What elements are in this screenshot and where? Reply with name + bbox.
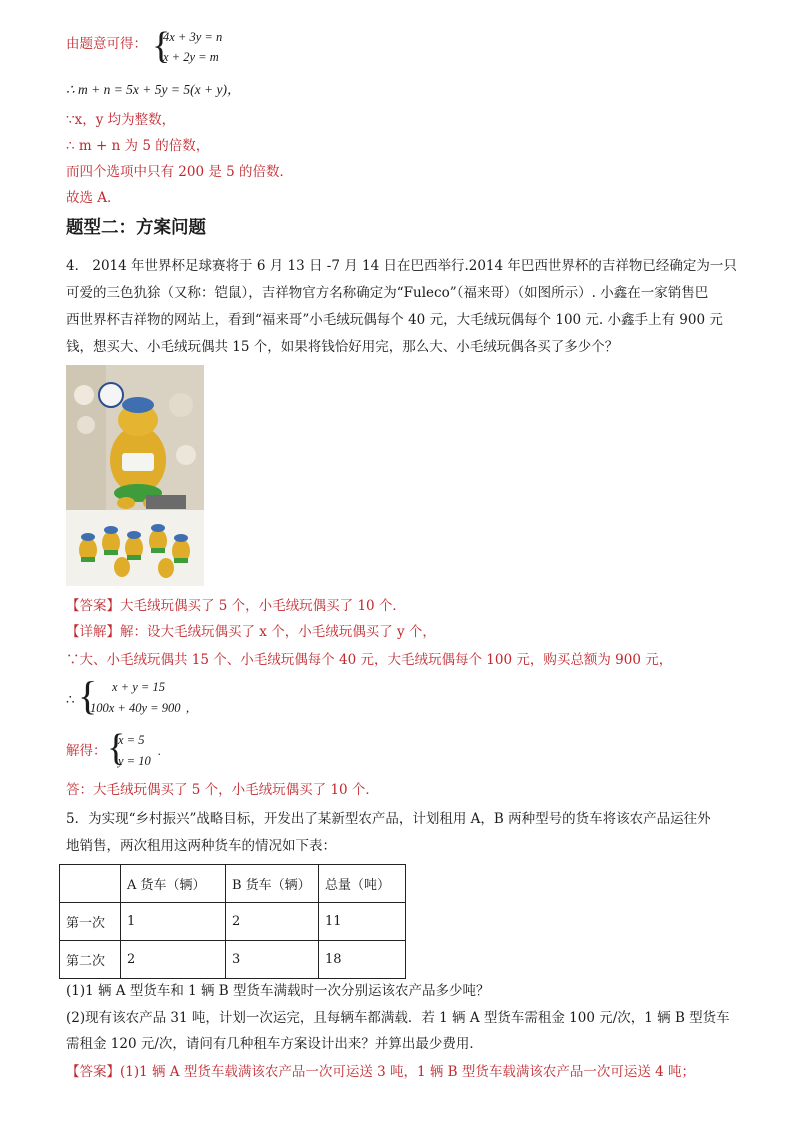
table-row [60, 903, 406, 941]
table-cell: 第二次 [60, 941, 121, 979]
equation-1: 4x + 3y = n [163, 30, 223, 44]
table-cell: 2 [226, 903, 319, 941]
q4-line-4: 钱，想买大、小毛绒玩偶共 15 个，如果将钱恰好用完，那么大、小毛绒玩偶各买了多少个？ [66, 339, 619, 355]
table-header-row [60, 865, 406, 903]
table-header-cell: A 货车（辆） [121, 865, 226, 903]
equation-2: x + 2y = m [163, 50, 219, 64]
table-header-cell [60, 865, 121, 903]
system-brace-3: { [107, 727, 126, 769]
q4-system-comma: , [186, 701, 190, 715]
q5-part-1: (1)1 辆 A 型货车和 1 辆 B 型货车满载时一次分别运该农产品多少吨？ [66, 983, 490, 999]
table-cell: 1 [121, 903, 226, 941]
table-cell: 3 [226, 941, 319, 979]
q4-solution-y: y = 10 [118, 754, 151, 768]
rental-table [59, 864, 406, 979]
table-header-cell: B 货车（辆） [226, 865, 319, 903]
only-200-line: 而四个选项中只有 200 是 5 的倍数． [66, 164, 294, 180]
q4-solution-period: . [158, 744, 162, 758]
table-row [60, 941, 406, 979]
table-cell: 2 [121, 941, 226, 979]
q4-final-answer: 答：大毛绒玩偶买了 5 个，小毛绒玩偶买了 10 个． [66, 782, 379, 798]
system-brace: { [152, 25, 171, 67]
q4-detail: 【详解】解：设大毛绒玩偶买了 x 个，小毛绒玩偶买了 y 个， [66, 624, 436, 640]
choice-line: 故选 A． [66, 190, 121, 206]
q4-line-2: 可爱的三色犰狳（又称：铠鼠），吉祥物官方名称确定为“Fuleco”（福来哥）（如图所示）. 小鑫在一家销售巴 [66, 285, 709, 301]
mascot-photo [66, 365, 204, 586]
q4-answer: 【答案】大毛绒玩偶买了 5 个，小毛绒玩偶买了 10 个． [66, 598, 406, 614]
q5-answer: 【答案】(1)1 辆 A 型货车载满该农产品一次可运送 3 吨，1 辆 B 型货车载满该农产品一次可运送 4 吨； [66, 1064, 696, 1080]
q4-solution-x: x = 5 [118, 733, 145, 747]
therefore-symbol: ∴ [66, 692, 75, 708]
table-cell: 11 [319, 903, 406, 941]
q5-part-2b: 需租金 120 元/次，请问有几种租车方案设计出来？并算出最少费用． [66, 1036, 483, 1052]
q4-line-3: 西世界杯吉祥物的网站上，看到“福来哥”小毛绒玩偶每个 40 元，大毛绒玩偶每个 100 元. 小鑫手上有 900 元 [66, 312, 723, 328]
therefore-line-1: ∴ m + n = 5x + 5y = 5(x + y)， [66, 82, 241, 97]
section-heading: 题型二：方案问题 [66, 218, 206, 238]
table-cell: 第一次 [60, 903, 121, 941]
q4-system-eq-2: 100x + 40y = 900 [90, 701, 181, 715]
q4-because: ∵大、小毛绒玩偶共 15 个、小毛绒玩偶每个 40 元，大毛绒玩偶每个 100 元，购买总额为 900 元， [66, 652, 673, 668]
because-line: ∵x，y 均为整数， [66, 112, 176, 128]
q4-solution-label: 解得： [66, 743, 107, 759]
q4-line-1: 4． 2014 年世界杯足球赛将于 6 月 13 日 -7 月 14 日在巴西举行.2014 年巴西世界杯的吉祥物已经确定为一只 [66, 258, 737, 274]
therefore-line-2: ∴ m + n 为 5 的倍数， [66, 138, 210, 154]
q5-line-1: 5．为实现“乡村振兴”战略目标，开发出了某新型农产品，计划租用 A，B 两种型号的货车将该农产品运往外 [66, 811, 711, 827]
q4-system-eq-1: x + y = 15 [112, 680, 165, 694]
q5-line-2: 地销售，两次租用这两种货车的情况如下表： [66, 838, 336, 854]
system-brace-2: { [78, 673, 98, 718]
given-label: 由题意可得： [66, 36, 147, 52]
q5-part-2a: (2)现有该农产品 31 吨，计划一次运完，且每辆车都满载．若 1 辆 A 型货车需租金 100 元/次，1 辆 B 型货车 [66, 1010, 730, 1026]
table-header-cell: 总量（吨） [319, 865, 406, 903]
table-cell: 18 [319, 941, 406, 979]
